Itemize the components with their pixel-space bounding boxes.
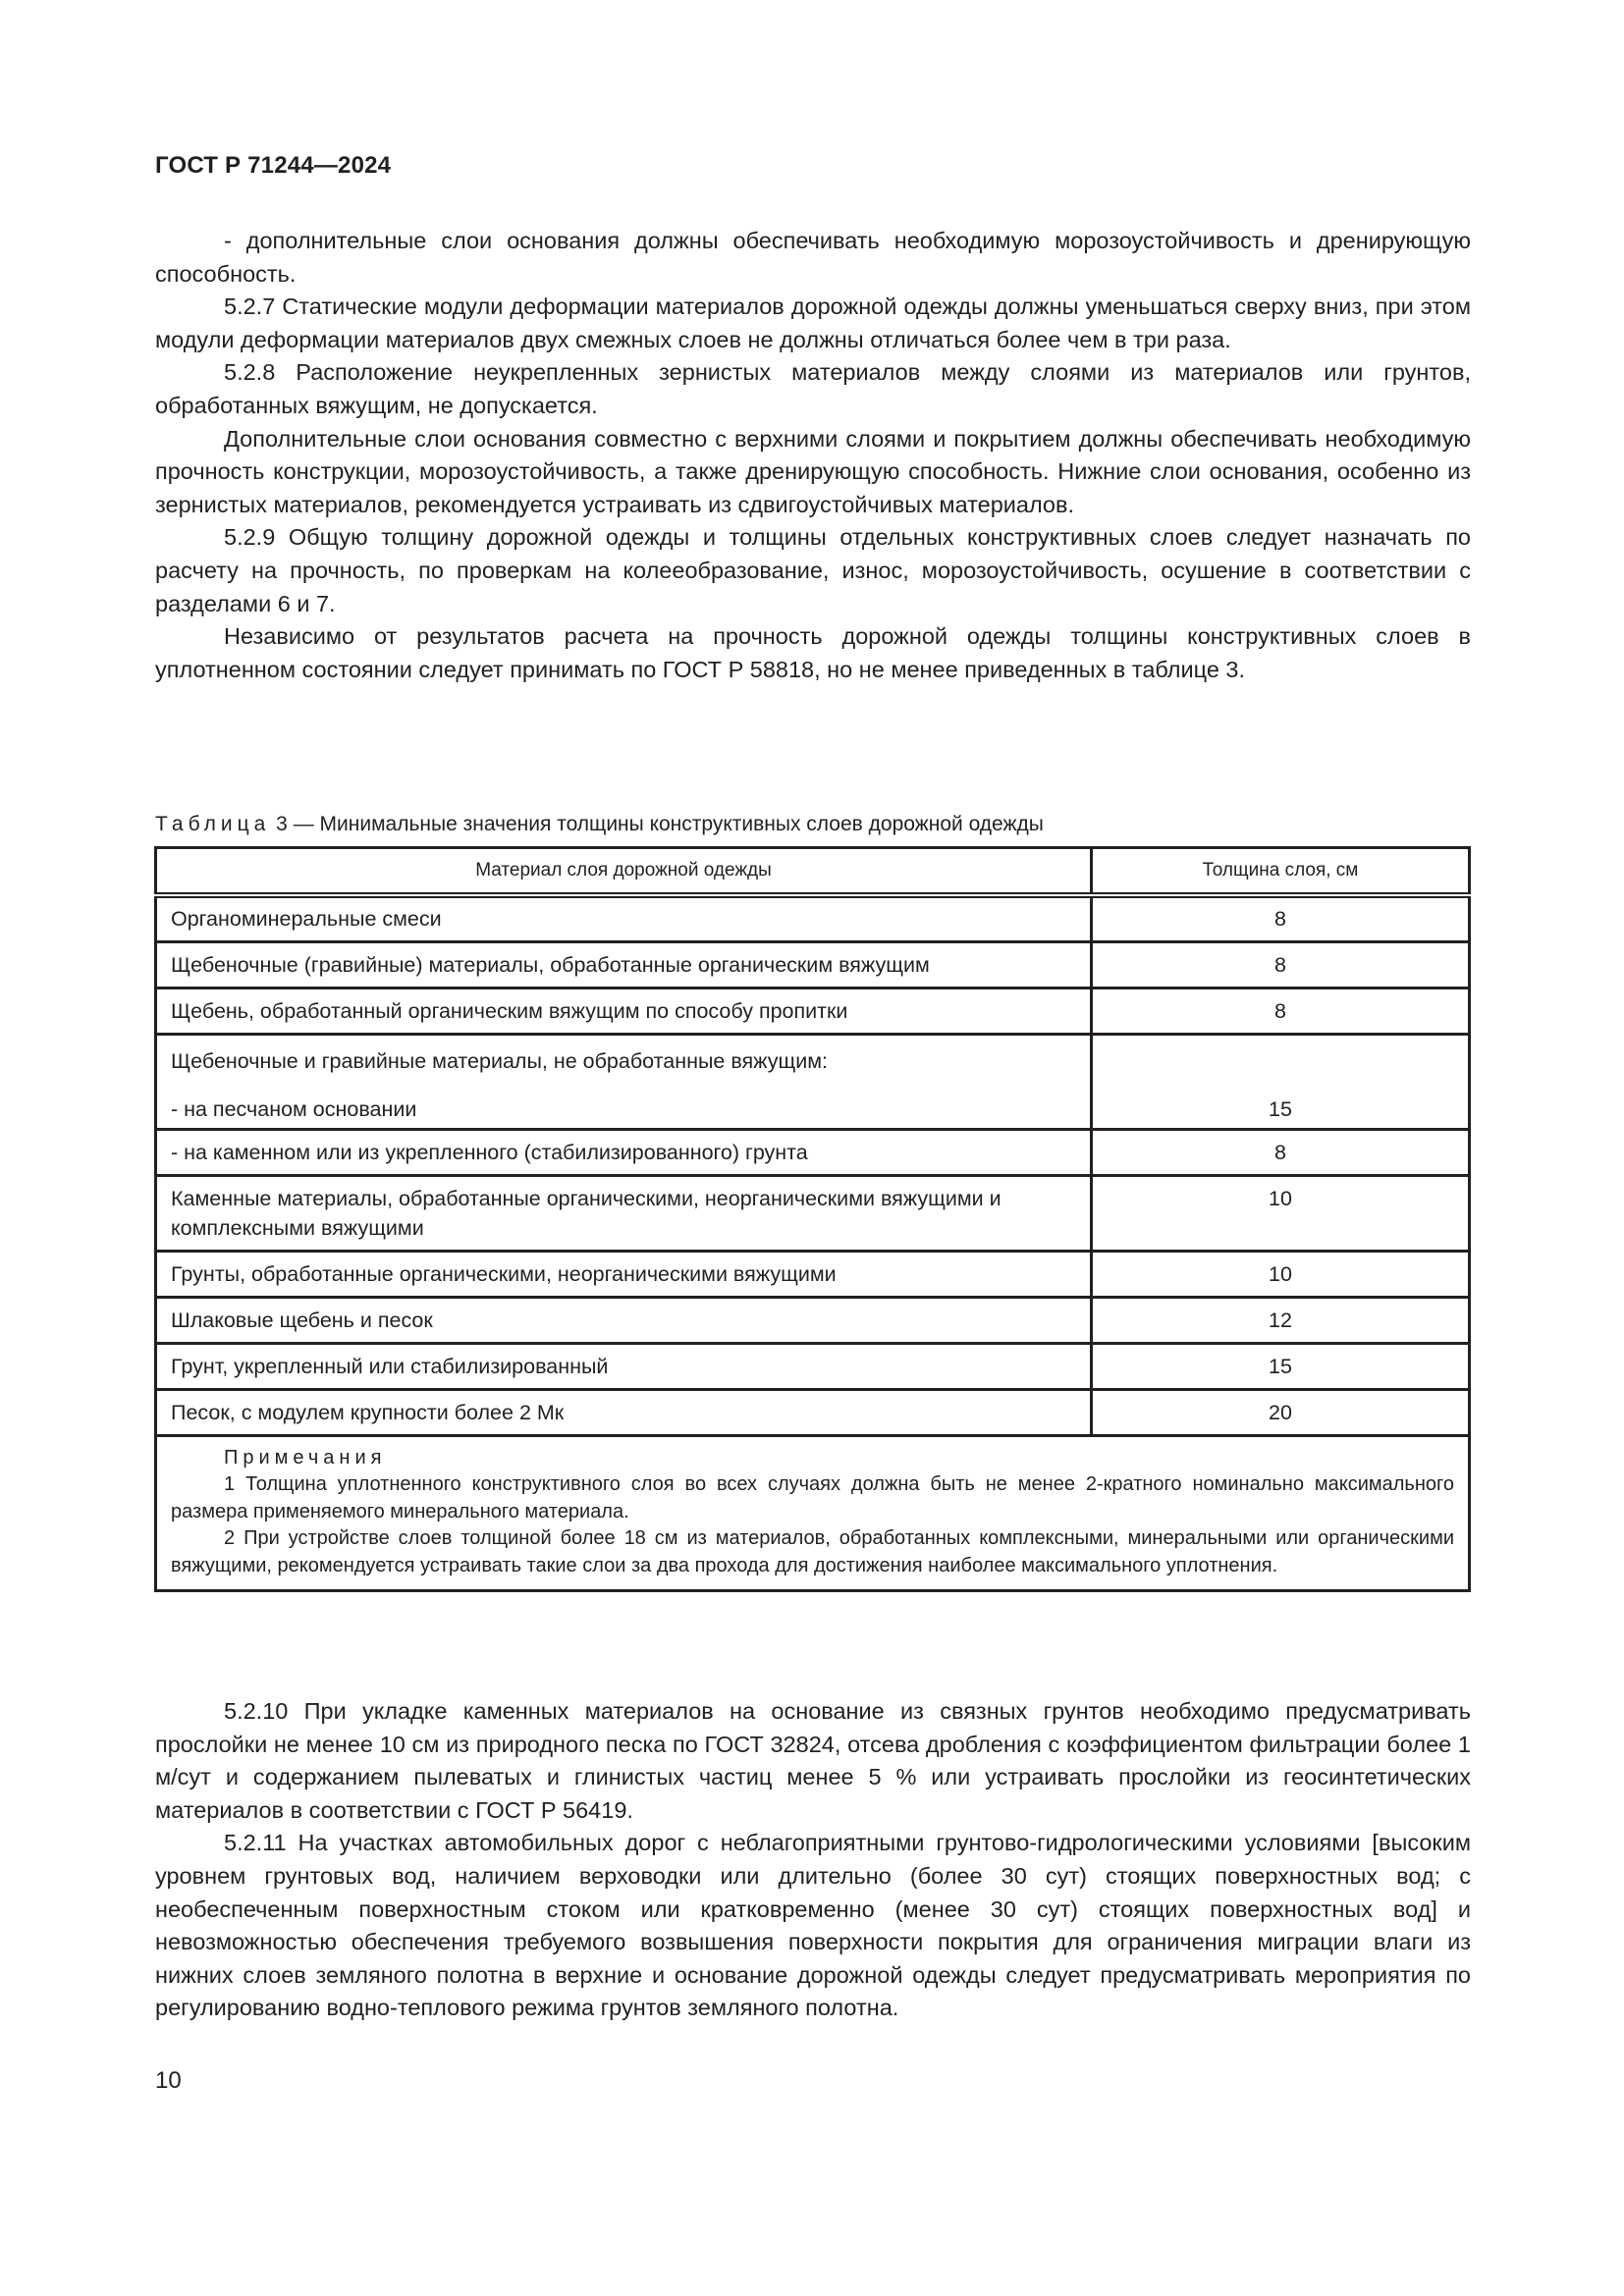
group-heading: Щебеночные и гравийные материалы, не обработанные вяжущим: (171, 1048, 828, 1073)
note-2: 2 При устройстве слоев толщиной более 18 см из материалов, обработанных комплексными, минеральными или органическими вяжущими, рекомендуется устраивать такие слои за два прохода для достижения наиболее максимального уплотнения. (171, 1527, 1454, 1576)
thickness-cell: 8 (1092, 895, 1470, 941)
table-caption-label: Таблица (155, 813, 271, 835)
body-text-top (155, 225, 1471, 686)
paragraph-5-2-9: 5.2.9 Общую толщину дорожной одежды и толщины отдельных конструктивных слоев следует назначать по расчету на прочность, по проверкам на колееобразование, износ, морозоустойчивость, осушение в соответствии с разделами 6 и 7. (155, 524, 1471, 616)
material-cell: Щебеночные (гравийные) материалы, обработанные органическим вяжущим (156, 941, 1092, 988)
material-cell: Песок, с модулем крупности более 2 Мк (156, 1389, 1092, 1435)
table-row (156, 1175, 1470, 1251)
table-notes-row (156, 1435, 1470, 1591)
thickness-cell: 10 (1092, 1175, 1470, 1251)
paragraph: - дополнительные слои основания должны обеспечивать необходимую морозоустойчивость и дренирующую способность. (155, 228, 1471, 287)
column-header-thickness: Толщина слоя, см (1092, 848, 1470, 896)
table-caption (155, 811, 1044, 838)
material-cell: - на каменном или из укрепленного (стабилизированного) грунта (156, 1129, 1092, 1175)
thickness-cell: 15 (1092, 1343, 1470, 1389)
thickness-cell: 8 (1092, 941, 1470, 988)
thickness-cell: 8 (1092, 1129, 1470, 1175)
table-row (156, 1297, 1470, 1343)
page-number: 10 (155, 2067, 182, 2094)
table-row (156, 895, 1470, 941)
thickness-cell: 8 (1092, 988, 1470, 1034)
notes-title: Примечания (224, 1446, 387, 1468)
material-cell (156, 1034, 1092, 1129)
paragraph-5-2-11: 5.2.11 На участках автомобильных дорог с неблагоприятными грунтово-гидрологическими условиями [высоким уровнем грунтовых вод, наличием верховодки или длительно (более 30 сут) стоящих поверхностных вод; с необеспеченным поверхностным стоком или кратковременно (менее 30 сут) стоящих поверхностных вод] и невозможностью обеспечения требуемого возвышения поверхности покрытия для ограничения миграции влаги из нижних слоев земляного полотна в верхние и основание дорожной одежды следует предусматривать мероприятия по регулированию водно-теплового режима грунтов земляного полотна. (155, 1830, 1471, 2021)
thickness-cell (1092, 1034, 1470, 1129)
paragraph: Дополнительные слои основания совместно с верхними слоями и покрытием должны обеспечивать необходимую прочность конструкции, морозоустойчивость, а также дренирующую способность. Нижние слои основания, особенно из зернистых материалов, рекомендуется устраивать из сдвигоустойчивых материалов. (155, 425, 1471, 517)
paragraph: Независимо от результатов расчета на прочность дорожной одежды толщины конструктивных слоев в уплотненном состоянии следует принимать по ГОСТ Р 58818, но не менее приведенных в таблице 3. (155, 623, 1471, 682)
document-header: ГОСТ Р 71244—2024 (155, 152, 392, 179)
table-row (156, 988, 1470, 1034)
material-cell: Органоминеральные смеси (156, 895, 1092, 941)
material-cell: Каменные материалы, обработанные органическими, неорганическими вяжущими и комплексными вяжущими (156, 1175, 1092, 1251)
material-cell: Щебень, обработанный органическим вяжущим по способу пропитки (156, 988, 1092, 1034)
thickness-cell: 10 (1092, 1251, 1470, 1297)
table-row (156, 1389, 1470, 1435)
note-1: 1 Толщина уплотненного конструктивного слоя во всех случаях должна быть не менее 2-кратного номинально максимального размера применяемого минерального материала. (171, 1473, 1454, 1522)
table-row (156, 1251, 1470, 1297)
thickness-cell: 20 (1092, 1389, 1470, 1435)
paragraph-5-2-10: 5.2.10 При укладке каменных материалов на основание из связных грунтов необходимо предусматривать прослойки не менее 10 см из природного песка по ГОСТ 32824, отсева дробления с коэффициентом фильтрации более 1 м/сут и содержанием пылеватых и глинистых частиц менее 5 % или устраивать прослойки из геосинтетических материалов в соответствии с ГОСТ Р 56419. (155, 1698, 1471, 1823)
thickness-table (154, 846, 1471, 1592)
thickness-cell: 12 (1092, 1297, 1470, 1343)
table-row (156, 1129, 1470, 1175)
column-header-material: Материал слоя дорожной одежды (156, 848, 1092, 896)
material-subitem: - на песчаном основании (171, 1096, 417, 1121)
material-cell: Грунты, обработанные органическими, неорганическими вяжущими (156, 1251, 1092, 1297)
thickness-value: 15 (1269, 1096, 1292, 1121)
table-caption-text: 3 — Минимальные значения толщины конструктивных слоев дорожной одежды (270, 813, 1044, 835)
table-row (156, 1343, 1470, 1389)
table-notes (156, 1435, 1470, 1591)
paragraph-5-2-8: 5.2.8 Расположение неукрепленных зернистых материалов между слоями из материалов или грунтов, обработанных вяжущим, не допускается. (155, 359, 1471, 418)
material-cell: Шлаковые щебень и песок (156, 1297, 1092, 1343)
table-row (156, 941, 1470, 988)
paragraph-5-2-7: 5.2.7 Статические модули деформации материалов дорожной одежды должны уменьшаться сверху вниз, при этом модули деформации материалов двух смежных слоев не должны отличаться более чем в три раза. (155, 294, 1471, 352)
material-cell: Грунт, укрепленный или стабилизированный (156, 1343, 1092, 1389)
body-text-bottom (155, 1695, 1471, 2025)
table-row-group (156, 1034, 1470, 1129)
